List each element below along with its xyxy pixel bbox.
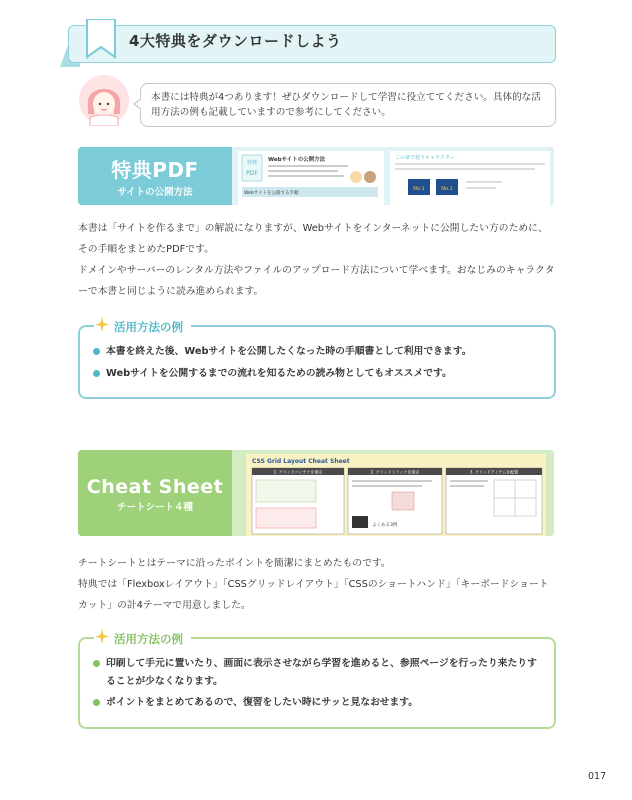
character-avatar bbox=[78, 74, 130, 126]
sparkle-icon bbox=[94, 316, 110, 334]
card-title: Cheat Sheet bbox=[86, 476, 224, 498]
card-title: 特典PDF bbox=[111, 158, 199, 182]
page-title: 4大特典をダウンロードしよう bbox=[129, 32, 342, 50]
paragraph: 本書は「サイトを作るまで」の解説になりますが、Webサイトをインターネットに公開したい方のために、その手順をまとめたPDFです。 bbox=[78, 223, 548, 255]
usage-list bbox=[92, 343, 542, 386]
bookmark-icon bbox=[86, 19, 116, 59]
speech-bubble bbox=[140, 83, 556, 127]
preview-label-1: No.1 bbox=[413, 186, 425, 192]
card-subtitle: サイトの公開方法 bbox=[117, 187, 193, 198]
section1-body bbox=[78, 218, 556, 302]
paragraph: 特典では「Flexboxレイアウト」「CSSグリッドレイアウト」「CSSのショートハンド」「キーボードショートカット」の計4テーマで用意しました。 bbox=[78, 579, 549, 611]
usage-list bbox=[92, 655, 542, 716]
speech-text: 本書には特典が4つあります！ぜひダウンロードして学習に役立ててください。具体的な活用方法の例も記載していますので参考にしてください。 bbox=[151, 92, 541, 118]
cheat-sheet-card bbox=[78, 450, 554, 536]
preview-note: よくある3例 bbox=[372, 523, 398, 528]
card-subtitle: チートシート４種 bbox=[116, 502, 193, 513]
section-banner bbox=[60, 19, 556, 65]
usage-box-pdf bbox=[78, 320, 556, 399]
pdf-preview-image bbox=[232, 147, 554, 205]
usage-box-cheat-sheet bbox=[78, 632, 556, 729]
paragraph: ドメインやサーバーのレンタル方法やファイルのアップロード方法について学べます。おなじみのキャラクターで本書と同じように読み進められます。 bbox=[78, 265, 555, 297]
preview-badge-bottom: PDF bbox=[246, 170, 258, 177]
list-item: 本書を終えた後、Webサイトを公開したくなった時の手順書として利用できます。 bbox=[92, 343, 542, 361]
list-item: ポイントをまとめてあるので、復習をしたい時にサッと見なおせます。 bbox=[92, 694, 542, 712]
page-number: 017 bbox=[588, 771, 607, 782]
cheat-sheet-preview-image bbox=[232, 450, 554, 536]
usage-heading: 活用方法の例 bbox=[94, 630, 191, 648]
section2-body bbox=[78, 553, 556, 616]
cheat-sheet-preview-graphic bbox=[232, 450, 554, 536]
preview-doc-title: Webサイトの公開方法 bbox=[268, 157, 326, 163]
bonus-pdf-card bbox=[78, 147, 554, 205]
banner-body bbox=[68, 25, 556, 63]
card-label bbox=[78, 450, 232, 536]
preview-col-2: 2. グリッドトラックを指定 bbox=[370, 469, 420, 475]
preview-sub-heading: Webサイトを公開する手順 bbox=[244, 191, 299, 196]
sparkle-icon bbox=[94, 628, 110, 646]
usage-heading: 活用方法の例 bbox=[94, 318, 191, 336]
list-item: 印刷して手元に置いたり、画面に表示させながら学習を進めると、参照ページを行ったり来たりすることが少なくなります。 bbox=[92, 655, 542, 690]
preview-col-1: 1. グリッドコンテナを指定 bbox=[273, 469, 323, 475]
preview-col-3: 3. グリッドアイテムを配置 bbox=[469, 469, 519, 475]
preview-badge-top: 特典 bbox=[246, 160, 258, 166]
pdf-preview-graphic bbox=[232, 147, 554, 205]
preview-sheet-title: CSS Grid Layout Cheat Sheet bbox=[252, 458, 350, 465]
paragraph: チートシートとはテーマに沿ったポイントを簡潔にまとめたものです。 bbox=[78, 558, 391, 569]
card-label bbox=[78, 147, 232, 205]
preview-label-2: No.1 bbox=[441, 186, 453, 192]
list-item: Webサイトを公開するまでの流れを知るための読み物としてもオススメです。 bbox=[92, 365, 542, 383]
preview-side-heading: この章で使うキャラクター bbox=[395, 155, 455, 161]
